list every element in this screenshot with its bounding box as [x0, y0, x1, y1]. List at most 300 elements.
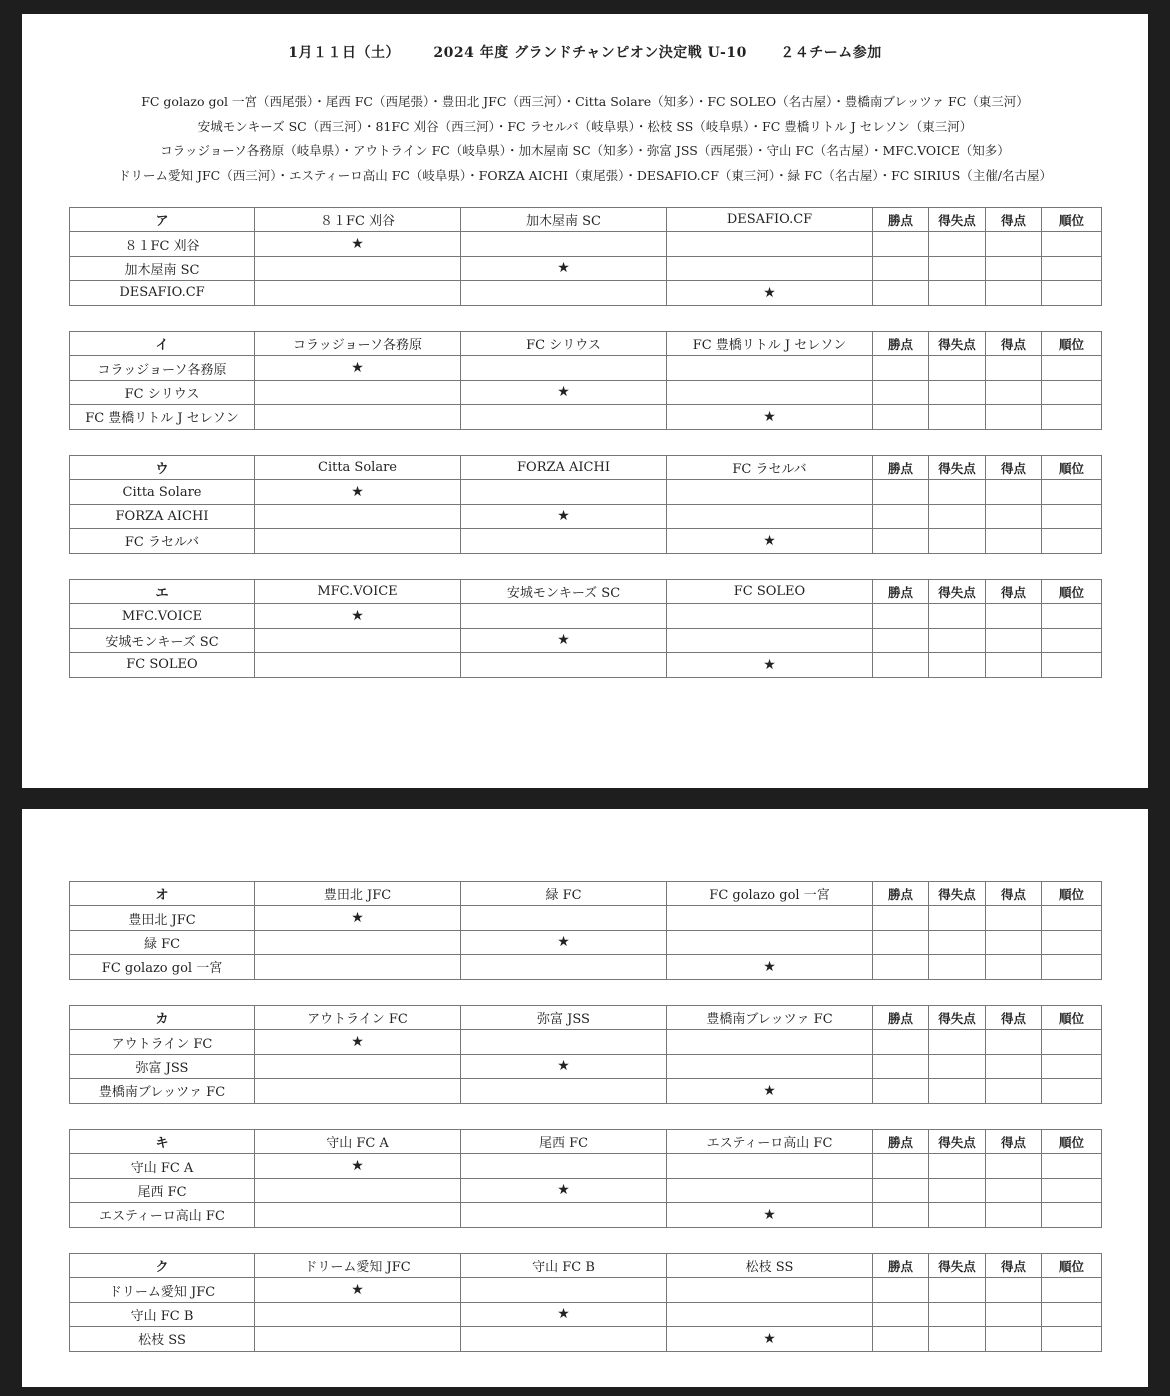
- match-result-cell: [255, 628, 461, 652]
- event-name: 2024 年度 グランドチャンピオン決定戦 U-10: [433, 45, 747, 61]
- stat-cell: [929, 604, 986, 628]
- table-row: [70, 955, 1102, 979]
- group-header-row: [70, 332, 1102, 356]
- match-result-cell: [461, 1278, 667, 1302]
- stat-cell: [929, 1178, 986, 1202]
- row-team-name: FC golazo gol 一宮: [70, 955, 255, 979]
- stat-cell: [1042, 955, 1102, 979]
- table-row: [70, 405, 1102, 429]
- match-result-cell: [667, 930, 873, 954]
- stat-header: 勝点: [873, 332, 929, 356]
- row-team-name: FC 豊橋リトル J セレソン: [70, 405, 255, 429]
- stat-cell: [873, 653, 929, 677]
- stat-cell: [873, 1054, 929, 1078]
- stat-cell: [986, 653, 1042, 677]
- row-team-name: 守山 FC A: [70, 1154, 255, 1178]
- table-row: [70, 930, 1102, 954]
- stat-header: 得点: [986, 332, 1042, 356]
- column-team-name: 守山 FC A: [255, 1130, 461, 1154]
- column-team-name: コラッジョーソ各務原: [255, 332, 461, 356]
- row-team-name: DESAFIO.CF: [70, 281, 255, 305]
- group-name: オ: [70, 882, 255, 906]
- stat-cell: [986, 955, 1042, 979]
- match-result-cell: [667, 356, 873, 380]
- self-match-star: ★: [667, 281, 873, 305]
- stat-cell: [929, 405, 986, 429]
- stat-cell: [929, 1203, 986, 1227]
- table-row: [70, 281, 1102, 305]
- match-result-cell: [255, 930, 461, 954]
- stat-header: 得点: [986, 882, 1042, 906]
- row-team-name: 安城モンキーズ SC: [70, 628, 255, 652]
- stat-header: 勝点: [873, 580, 929, 604]
- row-team-name: 尾西 FC: [70, 1178, 255, 1202]
- stat-cell: [986, 1302, 1042, 1326]
- column-team-name: 豊田北 JFC: [255, 882, 461, 906]
- group-table: [69, 331, 1102, 430]
- column-team-name: MFC.VOICE: [255, 580, 461, 604]
- match-result-cell: [255, 281, 461, 305]
- stat-cell: [1042, 628, 1102, 652]
- self-match-star: ★: [255, 232, 461, 256]
- stat-header: 勝点: [873, 208, 929, 232]
- group-table: [69, 455, 1102, 554]
- stat-header: 得失点: [929, 882, 986, 906]
- page-1: [22, 14, 1148, 788]
- column-team-name: Citta Solare: [255, 456, 461, 480]
- group-header-row: [70, 1254, 1102, 1278]
- participating-teams: [22, 90, 1148, 188]
- match-result-cell: [461, 1203, 667, 1227]
- match-result-cell: [255, 1079, 461, 1103]
- table-row: [70, 906, 1102, 930]
- page-title: [22, 42, 1148, 62]
- column-team-name: ドリーム愛知 JFC: [255, 1254, 461, 1278]
- self-match-star: ★: [255, 604, 461, 628]
- self-match-star: ★: [461, 380, 667, 404]
- stat-header: 得失点: [929, 1130, 986, 1154]
- stat-cell: [873, 1178, 929, 1202]
- stat-cell: [929, 955, 986, 979]
- stat-cell: [929, 1030, 986, 1054]
- stat-header: 順位: [1042, 580, 1102, 604]
- match-result-cell: [255, 1327, 461, 1351]
- self-match-star: ★: [461, 1054, 667, 1078]
- teams-count: ２４チーム参加: [780, 45, 882, 61]
- stat-cell: [1042, 1030, 1102, 1054]
- stat-cell: [1042, 653, 1102, 677]
- stat-cell: [873, 256, 929, 280]
- stat-header: 得失点: [929, 580, 986, 604]
- stat-header: 得点: [986, 1006, 1042, 1030]
- self-match-star: ★: [667, 653, 873, 677]
- row-team-name: 弥富 JSS: [70, 1054, 255, 1078]
- match-result-cell: [667, 1030, 873, 1054]
- team-line: FC golazo gol 一宮（西尾張）・尾西 FC（西尾張）・豊田北 JFC（西三河）・Citta Solare（知多）・FC SOLEO（名古屋）・豊橋南ブレッツァ FC（東三河）: [141, 94, 1029, 109]
- match-result-cell: [667, 480, 873, 504]
- stat-cell: [873, 906, 929, 930]
- match-result-cell: [461, 1079, 667, 1103]
- group-header-row: [70, 580, 1102, 604]
- stat-header: 得点: [986, 208, 1042, 232]
- match-result-cell: [255, 1203, 461, 1227]
- stat-cell: [986, 405, 1042, 429]
- stat-cell: [986, 1054, 1042, 1078]
- table-row: [70, 1278, 1102, 1302]
- column-team-name: 安城モンキーズ SC: [461, 580, 667, 604]
- stat-header: 得点: [986, 1254, 1042, 1278]
- match-result-cell: [461, 480, 667, 504]
- column-team-name: 守山 FC B: [461, 1254, 667, 1278]
- table-row: [70, 529, 1102, 553]
- self-match-star: ★: [255, 480, 461, 504]
- self-match-star: ★: [461, 256, 667, 280]
- stat-header: 順位: [1042, 332, 1102, 356]
- stat-cell: [986, 256, 1042, 280]
- self-match-star: ★: [667, 1079, 873, 1103]
- stat-cell: [929, 356, 986, 380]
- stat-cell: [929, 906, 986, 930]
- group-table: [69, 1253, 1102, 1352]
- row-team-name: FC ラセルバ: [70, 529, 255, 553]
- stat-cell: [1042, 1302, 1102, 1326]
- stat-header: 得失点: [929, 332, 986, 356]
- stat-cell: [873, 1278, 929, 1302]
- match-result-cell: [461, 604, 667, 628]
- stat-cell: [929, 1278, 986, 1302]
- column-team-name: FC SOLEO: [667, 580, 873, 604]
- stat-header: 勝点: [873, 1006, 929, 1030]
- stat-header: 順位: [1042, 882, 1102, 906]
- self-match-star: ★: [255, 1154, 461, 1178]
- table-row: [70, 1178, 1102, 1202]
- match-result-cell: [255, 1178, 461, 1202]
- stat-cell: [873, 628, 929, 652]
- team-line: 安城モンキーズ SC（西三河）・81FC 刈谷（西三河）・FC ラセルバ（岐阜県）・松枝 SS（岐阜県）・FC 豊橋リトル J セレソン（東三河）: [197, 118, 973, 134]
- stat-cell: [929, 1154, 986, 1178]
- stat-cell: [986, 1154, 1042, 1178]
- match-result-cell: [255, 504, 461, 528]
- stat-cell: [1042, 1203, 1102, 1227]
- match-result-cell: [255, 653, 461, 677]
- row-team-name: FC SOLEO: [70, 653, 255, 677]
- stat-cell: [1042, 380, 1102, 404]
- match-result-cell: [461, 906, 667, 930]
- stat-header: 勝点: [873, 882, 929, 906]
- group-table: [69, 881, 1102, 980]
- match-result-cell: [255, 1302, 461, 1326]
- group-table: [69, 1129, 1102, 1228]
- table-row: [70, 1327, 1102, 1351]
- page-2: [22, 809, 1148, 1387]
- stat-cell: [986, 356, 1042, 380]
- stat-cell: [1042, 906, 1102, 930]
- stat-cell: [986, 906, 1042, 930]
- table-row: [70, 628, 1102, 652]
- stat-cell: [986, 504, 1042, 528]
- match-result-cell: [667, 380, 873, 404]
- stat-cell: [986, 1203, 1042, 1227]
- stat-cell: [929, 232, 986, 256]
- self-match-star: ★: [461, 504, 667, 528]
- stat-cell: [986, 1079, 1042, 1103]
- match-result-cell: [667, 256, 873, 280]
- stat-cell: [986, 281, 1042, 305]
- table-row: [70, 1203, 1102, 1227]
- table-row: [70, 232, 1102, 256]
- stat-cell: [986, 1278, 1042, 1302]
- stat-cell: [1042, 405, 1102, 429]
- table-row: [70, 256, 1102, 280]
- stat-cell: [873, 1327, 929, 1351]
- stat-cell: [986, 232, 1042, 256]
- group-header-row: [70, 882, 1102, 906]
- row-team-name: エスティーロ高山 FC: [70, 1203, 255, 1227]
- table-row: [70, 1154, 1102, 1178]
- group-header-row: [70, 1130, 1102, 1154]
- match-result-cell: [667, 1278, 873, 1302]
- match-result-cell: [461, 955, 667, 979]
- match-result-cell: [667, 628, 873, 652]
- self-match-star: ★: [461, 628, 667, 652]
- stat-cell: [929, 653, 986, 677]
- stat-cell: [986, 480, 1042, 504]
- stat-cell: [873, 232, 929, 256]
- row-team-name: FC シリウス: [70, 380, 255, 404]
- stat-cell: [986, 604, 1042, 628]
- match-result-cell: [255, 405, 461, 429]
- match-result-cell: [461, 529, 667, 553]
- self-match-star: ★: [667, 955, 873, 979]
- table-row: [70, 356, 1102, 380]
- column-team-name: アウトライン FC: [255, 1006, 461, 1030]
- stat-header: 勝点: [873, 1254, 929, 1278]
- stat-cell: [929, 1327, 986, 1351]
- stat-cell: [986, 1030, 1042, 1054]
- stat-cell: [1042, 1178, 1102, 1202]
- match-result-cell: [667, 906, 873, 930]
- stat-cell: [873, 1030, 929, 1054]
- column-team-name: FORZA AICHI: [461, 456, 667, 480]
- stat-cell: [929, 1054, 986, 1078]
- stat-cell: [873, 405, 929, 429]
- self-match-star: ★: [255, 1030, 461, 1054]
- stat-cell: [873, 1302, 929, 1326]
- stat-cell: [929, 281, 986, 305]
- stat-header: 順位: [1042, 1006, 1102, 1030]
- row-team-name: 緑 FC: [70, 930, 255, 954]
- match-result-cell: [461, 653, 667, 677]
- self-match-star: ★: [667, 529, 873, 553]
- row-team-name: コラッジョーソ各務原: [70, 356, 255, 380]
- row-team-name: アウトライン FC: [70, 1030, 255, 1054]
- match-result-cell: [667, 1154, 873, 1178]
- table-row: [70, 1054, 1102, 1078]
- self-match-star: ★: [461, 930, 667, 954]
- stat-header: 順位: [1042, 1130, 1102, 1154]
- stat-cell: [929, 930, 986, 954]
- stat-cell: [929, 1079, 986, 1103]
- column-team-name: エスティーロ高山 FC: [667, 1130, 873, 1154]
- match-result-cell: [667, 232, 873, 256]
- match-result-cell: [461, 1154, 667, 1178]
- stat-cell: [1042, 1054, 1102, 1078]
- self-match-star: ★: [461, 1302, 667, 1326]
- group-header-row: [70, 456, 1102, 480]
- stat-cell: [986, 380, 1042, 404]
- table-row: [70, 604, 1102, 628]
- row-team-name: 豊田北 JFC: [70, 906, 255, 930]
- event-date: 1月１１日（土）: [288, 45, 401, 61]
- stat-header: 順位: [1042, 456, 1102, 480]
- row-team-name: 豊橋南ブレッツァ FC: [70, 1079, 255, 1103]
- stat-header: 順位: [1042, 208, 1102, 232]
- column-team-name: 松枝 SS: [667, 1254, 873, 1278]
- group-name: ク: [70, 1254, 255, 1278]
- stat-header: 得点: [986, 456, 1042, 480]
- stat-cell: [1042, 1327, 1102, 1351]
- match-result-cell: [255, 955, 461, 979]
- column-team-name: 弥富 JSS: [461, 1006, 667, 1030]
- row-team-name: 守山 FC B: [70, 1302, 255, 1326]
- stat-cell: [929, 504, 986, 528]
- stat-cell: [1042, 1278, 1102, 1302]
- stat-cell: [1042, 281, 1102, 305]
- stat-header: 得失点: [929, 456, 986, 480]
- self-match-star: ★: [255, 1278, 461, 1302]
- stat-cell: [1042, 930, 1102, 954]
- match-result-cell: [461, 232, 667, 256]
- column-team-name: 加木屋南 SC: [461, 208, 667, 232]
- match-result-cell: [667, 604, 873, 628]
- stat-cell: [873, 604, 929, 628]
- row-team-name: MFC.VOICE: [70, 604, 255, 628]
- stat-cell: [1042, 1154, 1102, 1178]
- stat-cell: [873, 281, 929, 305]
- team-line: ドリーム愛知 JFC（西三河）・エスティーロ高山 FC（岐阜県）・FORZA AICHI（東尾張）・DESAFIO.CF（東三河）・緑 FC（名古屋）・FC SIRIUS（主催/名古屋）: [118, 167, 1052, 183]
- self-match-star: ★: [255, 906, 461, 930]
- stat-cell: [873, 955, 929, 979]
- stat-cell: [873, 380, 929, 404]
- stat-cell: [929, 480, 986, 504]
- row-team-name: Citta Solare: [70, 480, 255, 504]
- stat-cell: [873, 480, 929, 504]
- stat-header: 得失点: [929, 1006, 986, 1030]
- table-row: [70, 380, 1102, 404]
- stat-header: 得失点: [929, 1254, 986, 1278]
- column-team-name: DESAFIO.CF: [667, 208, 873, 232]
- stat-cell: [1042, 504, 1102, 528]
- table-row: [70, 1302, 1102, 1326]
- stat-header: 得失点: [929, 208, 986, 232]
- stat-cell: [1042, 1079, 1102, 1103]
- stat-cell: [986, 529, 1042, 553]
- stat-header: 勝点: [873, 456, 929, 480]
- table-row: [70, 1079, 1102, 1103]
- stat-cell: [873, 504, 929, 528]
- group-table: [69, 579, 1102, 678]
- stat-cell: [1042, 529, 1102, 553]
- group-name: ア: [70, 208, 255, 232]
- match-result-cell: [667, 1302, 873, 1326]
- stat-cell: [873, 529, 929, 553]
- group-name: キ: [70, 1130, 255, 1154]
- row-team-name: ドリーム愛知 JFC: [70, 1278, 255, 1302]
- table-row: [70, 480, 1102, 504]
- row-team-name: 加木屋南 SC: [70, 256, 255, 280]
- group-table: [69, 207, 1102, 306]
- stat-cell: [1042, 232, 1102, 256]
- stat-header: 順位: [1042, 1254, 1102, 1278]
- stat-cell: [986, 930, 1042, 954]
- column-team-name: FC ラセルバ: [667, 456, 873, 480]
- match-result-cell: [255, 529, 461, 553]
- column-team-name: 尾西 FC: [461, 1130, 667, 1154]
- stat-cell: [873, 1154, 929, 1178]
- stat-cell: [873, 930, 929, 954]
- match-result-cell: [667, 504, 873, 528]
- column-team-name: FC シリウス: [461, 332, 667, 356]
- group-name: ウ: [70, 456, 255, 480]
- stat-cell: [1042, 604, 1102, 628]
- match-result-cell: [255, 380, 461, 404]
- column-team-name: ８１FC 刈谷: [255, 208, 461, 232]
- group-header-row: [70, 208, 1102, 232]
- match-result-cell: [255, 256, 461, 280]
- column-team-name: 豊橋南ブレッツァ FC: [667, 1006, 873, 1030]
- stat-cell: [986, 1327, 1042, 1351]
- stat-cell: [929, 380, 986, 404]
- self-match-star: ★: [667, 405, 873, 429]
- stat-cell: [873, 1079, 929, 1103]
- stat-cell: [873, 356, 929, 380]
- match-result-cell: [461, 281, 667, 305]
- column-team-name: FC golazo gol 一宮: [667, 882, 873, 906]
- team-line: コラッジョーソ各務原（岐阜県）・アウトライン FC（岐阜県）・加木屋南 SC（知多）・弥富 JSS（西尾張）・守山 FC（名古屋）・MFC.VOICE（知多）: [160, 143, 1010, 158]
- self-match-star: ★: [667, 1203, 873, 1227]
- group-table: [69, 1005, 1102, 1104]
- match-result-cell: [255, 1054, 461, 1078]
- table-row: [70, 653, 1102, 677]
- match-result-cell: [461, 405, 667, 429]
- match-result-cell: [667, 1054, 873, 1078]
- match-result-cell: [461, 1327, 667, 1351]
- row-team-name: ８１FC 刈谷: [70, 232, 255, 256]
- group-name: エ: [70, 580, 255, 604]
- match-result-cell: [667, 1178, 873, 1202]
- row-team-name: 松枝 SS: [70, 1327, 255, 1351]
- match-result-cell: [461, 356, 667, 380]
- stat-header: 勝点: [873, 1130, 929, 1154]
- stat-cell: [1042, 480, 1102, 504]
- stat-cell: [986, 628, 1042, 652]
- table-row: [70, 504, 1102, 528]
- match-result-cell: [461, 1030, 667, 1054]
- group-header-row: [70, 1006, 1102, 1030]
- column-team-name: 緑 FC: [461, 882, 667, 906]
- stat-cell: [929, 1302, 986, 1326]
- stat-cell: [873, 1203, 929, 1227]
- stat-cell: [929, 256, 986, 280]
- group-name: カ: [70, 1006, 255, 1030]
- column-team-name: FC 豊橋リトル J セレソン: [667, 332, 873, 356]
- stat-cell: [986, 1178, 1042, 1202]
- stat-cell: [1042, 256, 1102, 280]
- self-match-star: ★: [461, 1178, 667, 1202]
- table-row: [70, 1030, 1102, 1054]
- stat-cell: [929, 628, 986, 652]
- group-name: イ: [70, 332, 255, 356]
